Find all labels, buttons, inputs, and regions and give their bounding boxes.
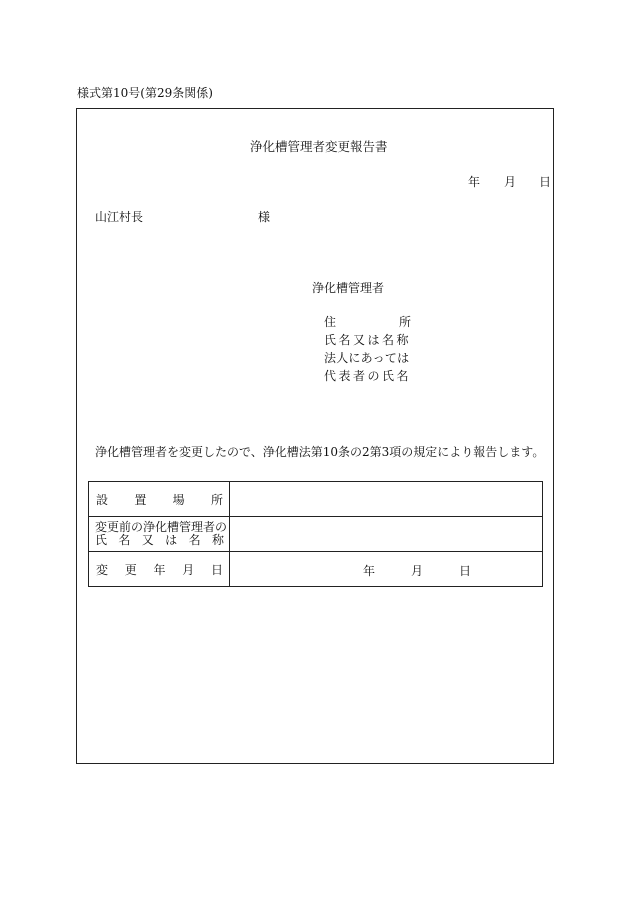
form-number-label: 様式第10号(第29条関係)	[77, 86, 213, 100]
date-month-label: 月	[504, 175, 517, 189]
addressee: 山江村長	[95, 210, 144, 224]
table-row	[89, 517, 543, 552]
change-day-label: 日	[459, 564, 472, 578]
previous-manager-field[interactable]	[230, 517, 543, 552]
change-date-label: 変 更 年 月 日	[89, 552, 230, 587]
document-title: 浄化槽管理者変更報告書	[250, 139, 388, 154]
date-year-label: 年	[468, 175, 481, 189]
change-month-label: 月	[411, 564, 424, 578]
address-label: 住 所	[324, 315, 412, 329]
table-row	[89, 482, 543, 517]
corporate-label: 法人にあっては	[324, 351, 410, 365]
date-day-label: 日	[539, 175, 552, 189]
name-label: 氏名又は名称	[324, 333, 412, 347]
report-statement: 浄化槽管理者を変更したので、浄化槽法第10条の2第3項の規定により報告します。	[95, 445, 545, 459]
change-year-label: 年	[363, 564, 376, 578]
table-row	[89, 552, 543, 587]
installation-site-label: 設 置 場 所	[89, 482, 230, 517]
representative-label: 代表者の氏名	[324, 369, 412, 383]
previous-manager-label: 変更前の浄化槽管理者の 氏 名 又 は 名 称	[89, 517, 230, 552]
installation-site-field[interactable]	[230, 482, 543, 517]
manager-heading: 浄化槽管理者	[312, 281, 385, 295]
info-table	[88, 481, 543, 587]
change-date-field[interactable]	[230, 552, 543, 587]
form-frame	[76, 108, 554, 764]
honorific: 様	[258, 210, 271, 224]
